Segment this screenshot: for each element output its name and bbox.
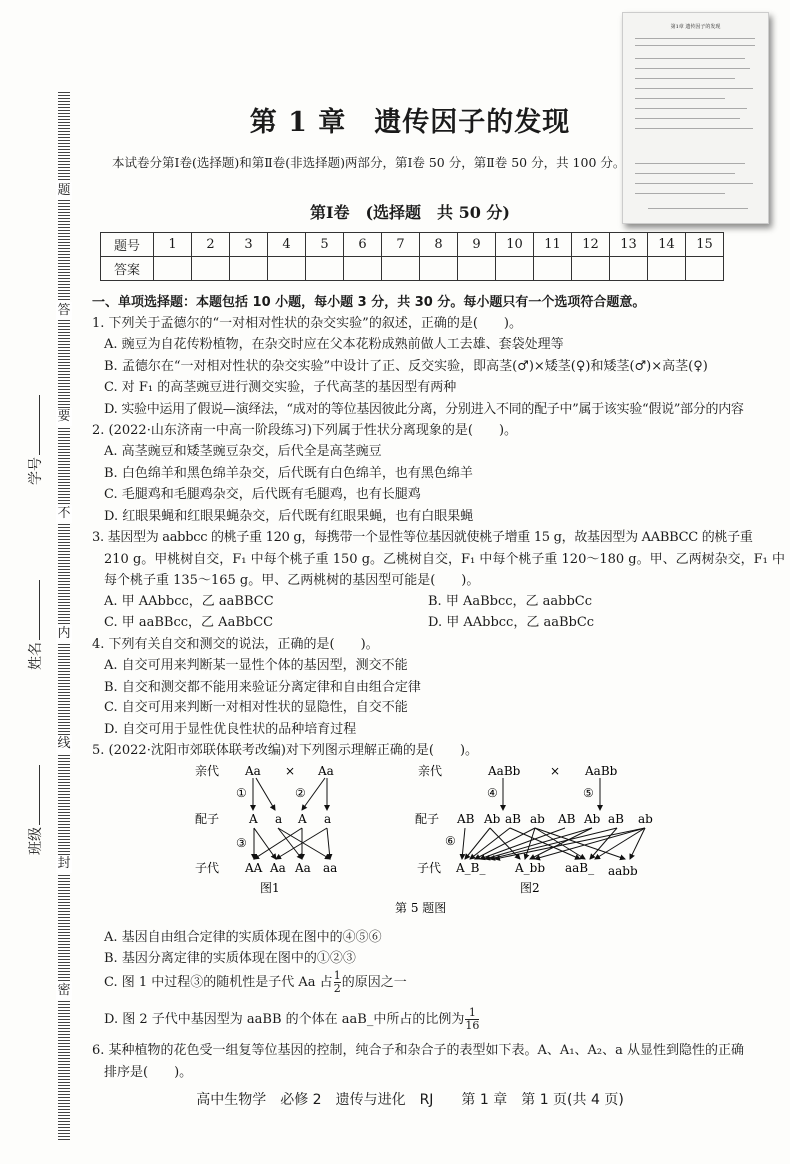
- q1-option-b: B. 孟德尔在“一对相对性状的杂交实验”中设计了正、反交实验，即高茎(♂)×矮茎(♀)和矮茎(♂)×高茎(♀): [104, 359, 708, 374]
- q2-stem: 2. (2022·山东济南一中高一阶段练习)下列属于性状分离现象的是( )。: [92, 423, 518, 438]
- q4-option-b: B. 自交和测交都不能用来验证分离定律和自由组合定律: [104, 680, 421, 695]
- figure-label: ab: [638, 812, 653, 826]
- seal-char: 线: [57, 736, 71, 751]
- table-cell: 3: [230, 233, 268, 257]
- figure-label: Aa: [318, 764, 334, 778]
- table-cell: 4: [268, 233, 306, 257]
- q3-stem-line2: 210 g。甲桃树自交，F₁ 中每个桃子重 150 g。乙桃树自交，F₁ 中每个桃子重 120～180 g。甲、乙两树杂交，F₁ 中: [104, 552, 785, 567]
- table-cell: [230, 257, 268, 281]
- table-cell: 15: [686, 233, 724, 257]
- table-cell: 1: [154, 233, 192, 257]
- answer-table: [100, 232, 724, 281]
- table-cell: [496, 257, 534, 281]
- figure-label: ab: [530, 812, 545, 826]
- table-cell: [268, 257, 306, 281]
- figure-label: ×: [285, 764, 296, 778]
- figure-label: aabb: [608, 864, 638, 878]
- table-cell: 12: [572, 233, 610, 257]
- q5-option-c: C. 图 1 中过程③的随机性是子代 Aa 占 $\frac{1}{2}$ 的原因之一: [104, 969, 407, 995]
- table-cell: [572, 257, 610, 281]
- offspring-label: 子代: [195, 861, 220, 875]
- name-label: 姓名: [28, 642, 44, 670]
- figure-label: ⑤: [583, 786, 594, 800]
- q3-option-a: A. 甲 AAbbcc，乙 aaBBCC: [104, 594, 274, 609]
- student-no-label: 学号: [28, 457, 44, 485]
- figure-label: Aa: [295, 861, 311, 875]
- table-cell: [686, 257, 724, 281]
- answer-row: [101, 257, 724, 281]
- figure-label: Aa: [270, 861, 286, 875]
- figure-label: AA: [245, 861, 263, 875]
- page-title: 第 1 章 遗传因子的发现: [249, 107, 571, 138]
- fig1-arrows: [253, 778, 330, 859]
- table-cell: [458, 257, 496, 281]
- q1-stem: 1. 下列关于孟德尔的“一对相对性状的杂交实验”的叙述，正确的是( )。: [92, 316, 522, 331]
- q1-option-c: C. 对 F₁ 的高茎豌豆进行测交实验，子代高茎的基因型有两种: [104, 380, 457, 395]
- figure-label: Ab: [584, 812, 601, 826]
- figure-label: aa: [323, 861, 338, 875]
- q1-option-d: D. 实验中运用了假说—演绎法，“成对的等位基因彼此分离，分别进入不同的配子中”属于该实验“假说”部分的内容: [104, 402, 744, 417]
- table-cell: 答案: [101, 257, 154, 281]
- volume-heading: 第Ⅰ卷 (选择题 共 50 分): [309, 203, 511, 222]
- figure-label: AaBb: [488, 764, 521, 778]
- figure-label: ⑥: [445, 834, 456, 848]
- student-no-field[interactable]: [25, 375, 45, 485]
- table-cell: 5: [306, 233, 344, 257]
- table-cell: [306, 257, 344, 281]
- q3-stem-line1: 3. 基因型为 aabbcc 的桃子重 120 g，每携带一个显性等位基因就使桃子增重 15 g，故基因型为 AABBCC 的桃子重: [92, 530, 753, 545]
- name-field[interactable]: [25, 560, 45, 670]
- q6-stem-line2: 排序是( )。: [104, 1065, 193, 1080]
- class-label: 班级: [28, 827, 44, 855]
- figure-label: AB: [457, 812, 475, 826]
- q2-option-b: B. 白色绵羊和黑色绵羊杂交，后代既有白色绵羊，也有黑色绵羊: [104, 466, 473, 481]
- q3-option-b: B. 甲 AaBbcc，乙 aabbCc: [428, 594, 593, 609]
- figure-label: aB: [608, 812, 624, 826]
- table-cell: [648, 257, 686, 281]
- table-cell: [344, 257, 382, 281]
- q4-option-a: A. 自交可用来判断某一显性个体的基因型，测交不能: [104, 658, 408, 673]
- figure-label: aaB_: [565, 861, 595, 875]
- q3-stem-line3: 每个桃子重 135～165 g。甲、乙两桃树的基因型可能是( )。: [104, 573, 480, 588]
- figure-label: Aa: [245, 764, 261, 778]
- q2-option-c: C. 毛腿鸡和毛腿鸡杂交，后代既有毛腿鸡，也有长腿鸡: [104, 487, 421, 502]
- table-cell: 10: [496, 233, 534, 257]
- figure-label: AaBb: [585, 764, 618, 778]
- seal-char: 不: [57, 506, 71, 521]
- q6-stem-line1: 6. 某种植物的花色受一组复等位基因的控制，纯合子和杂合子的表型如下表。A、A₁、A₂、a 从显性到隐性的正确: [92, 1043, 745, 1058]
- seal-char: 要: [57, 409, 71, 424]
- section-heading: 一、单项选择题：本题包括 10 小题，每小题 3 分，共 30 分。每小题只有一个选项符合题意。: [92, 295, 646, 310]
- figure-label: 图2: [520, 881, 540, 895]
- page-footer: 高中生物学 必修 2 遗传与进化 RJ 第 1 章 第 1 页(共 4 页): [196, 1092, 624, 1108]
- q2-option-a: A. 高茎豌豆和矮茎豌豆杂交，后代全是高茎豌豆: [104, 444, 382, 459]
- q3-option-d: D. 甲 AAbbcc，乙 aaBbCc: [428, 615, 595, 630]
- q5-option-d: D. 图 2 子代中基因型为 aaBB 的个体在 aaB_中所占的比例为 $\frac{1}{16}$: [104, 1006, 480, 1032]
- figure-label: 子代: [417, 861, 442, 875]
- gamete-label: 配子: [195, 812, 220, 826]
- table-cell: 6: [344, 233, 382, 257]
- seal-char: 密: [57, 983, 71, 998]
- seal-char: 答: [57, 303, 71, 318]
- table-cell: [382, 257, 420, 281]
- figure-label: 亲代: [418, 764, 443, 778]
- number-row: [101, 233, 724, 257]
- thumbnail-title: 第1章 遗传因子的发现: [670, 24, 721, 30]
- figure-label: a: [275, 812, 283, 826]
- q5-option-a: A. 基因自由组合定律的实质体现在图中的④⑤⑥: [104, 930, 382, 945]
- table-cell: 2: [192, 233, 230, 257]
- figure-label: ④: [487, 786, 498, 800]
- figure-label: 配子: [415, 812, 440, 826]
- figure-label: a: [324, 812, 332, 826]
- table-cell: 13: [610, 233, 648, 257]
- figure-label: A: [249, 812, 258, 826]
- table-cell: [154, 257, 192, 281]
- figure-label: aB: [505, 812, 521, 826]
- table-cell: [420, 257, 458, 281]
- table-cell: 9: [458, 233, 496, 257]
- q5-stem: 5. (2022·沈阳市郊联体联考改编)对下列图示理解正确的是( )。: [92, 743, 479, 758]
- class-field[interactable]: [25, 745, 45, 855]
- figure-label: Ab: [484, 812, 501, 826]
- table-cell: 14: [648, 233, 686, 257]
- table-cell: 11: [534, 233, 572, 257]
- table-cell: [192, 257, 230, 281]
- q2-option-d: D. 红眼果蝇和红眼果蝇杂交，后代既有红眼果蝇，也有白眼果蝇: [104, 509, 474, 524]
- figure-label: ①: [236, 786, 247, 800]
- figure-label: 第 5 题图: [395, 901, 447, 915]
- table-cell: [534, 257, 572, 281]
- table-cell: 题号: [101, 233, 154, 257]
- figure-label: ③: [236, 836, 247, 850]
- q4-option-d: D. 自交可用于显性优良性状的品种培育过程: [104, 722, 357, 737]
- table-cell: [610, 257, 648, 281]
- q4-option-c: C. 自交可用来判断一对相对性状的显隐性，自交不能: [104, 700, 408, 715]
- parent-label: 亲代: [195, 764, 220, 778]
- figure-label: A_bb: [515, 861, 546, 875]
- figure-label: A: [298, 812, 307, 826]
- figure-label: ×: [550, 764, 561, 778]
- seal-char: 内: [57, 626, 71, 641]
- q5-option-b: B. 基因分离定律的实质体现在图中的①②③: [104, 951, 356, 966]
- seal-char: 题: [57, 183, 71, 198]
- table-cell: 7: [382, 233, 420, 257]
- figure-label: ②: [295, 786, 306, 800]
- intro-text: 本试卷分第Ⅰ卷(选择题)和第Ⅱ卷(非选择题)两部分，第Ⅰ卷 50 分，第Ⅱ卷 50 分，共 100 分。: [112, 155, 626, 170]
- q5-figure: [190, 760, 660, 920]
- seal-char: 封: [57, 856, 71, 871]
- figure-label: 图1: [260, 881, 280, 895]
- q3-option-c: C. 甲 aaBBcc，乙 AaBbCC: [104, 615, 274, 630]
- figure-label: A_B_: [456, 861, 486, 875]
- table-cell: 8: [420, 233, 458, 257]
- figure-label: AB: [558, 812, 576, 826]
- q4-stem: 4. 下列有关自交和测交的说法，正确的是( )。: [92, 637, 379, 652]
- q1-option-a: A. 豌豆为自花传粉植物，在杂交时应在父本花粉成熟前做人工去雄、套袋处理等: [104, 337, 564, 352]
